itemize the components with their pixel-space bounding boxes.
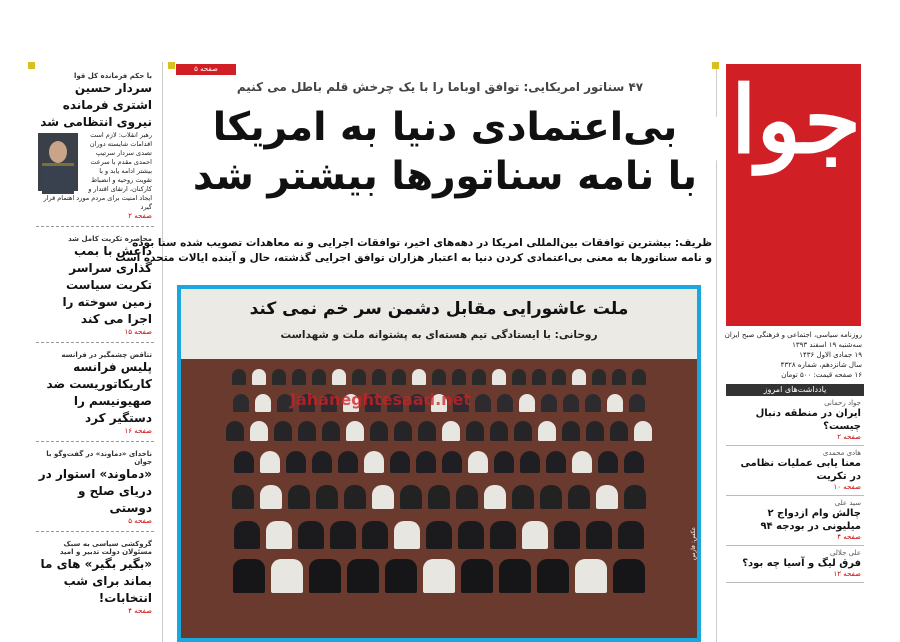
audience-member bbox=[472, 369, 486, 385]
audience-member bbox=[416, 451, 436, 473]
audience-member bbox=[585, 394, 601, 412]
page-badge[interactable]: صفحه ۵ bbox=[176, 64, 236, 75]
audience-member bbox=[352, 369, 366, 385]
photo-credit: عکس: فارس bbox=[690, 526, 697, 560]
headline-line: با نامه سناتورها بیشتر شد bbox=[192, 154, 698, 199]
left-story-title: «بگیر بگیر» های ما بماند برای شب انتخابات! bbox=[40, 557, 152, 605]
audience-member bbox=[234, 451, 254, 473]
audience-member bbox=[260, 485, 282, 509]
audience-member bbox=[312, 451, 332, 473]
audience-member bbox=[432, 369, 446, 385]
audience-row bbox=[181, 421, 697, 441]
left-story-title: سردار حسین اشتری فرمانده نیروی انتظامی شد bbox=[40, 81, 152, 129]
audience-member bbox=[385, 559, 417, 593]
audience-member bbox=[452, 369, 466, 385]
watermark-text: Jahaneghtesaad.net bbox=[290, 390, 472, 409]
left-story-page: صفحه ۴ bbox=[128, 607, 152, 615]
audience-member bbox=[233, 559, 265, 593]
audience-member bbox=[546, 451, 566, 473]
audience-member bbox=[466, 421, 484, 441]
left-story[interactable] bbox=[36, 349, 154, 442]
audience-row bbox=[181, 559, 697, 593]
audience-member bbox=[274, 421, 292, 441]
audience-member bbox=[490, 521, 516, 549]
issue-info-line: ۱۹ جمادی الاول ۱۴۳۶ bbox=[799, 351, 862, 359]
audience-member bbox=[598, 451, 618, 473]
note-kicker: هادی محمدی bbox=[822, 449, 861, 457]
audience-member bbox=[532, 369, 546, 385]
audience-member bbox=[592, 369, 606, 385]
note-kicker: سید علی bbox=[834, 499, 861, 507]
audience-member bbox=[394, 421, 412, 441]
audience-row bbox=[181, 521, 697, 549]
audience-member bbox=[629, 394, 645, 412]
note-page: صفحه ۱۲ bbox=[833, 570, 861, 578]
audience-member bbox=[346, 421, 364, 441]
left-story-page: صفحه ۲ bbox=[128, 212, 152, 220]
left-story-page: صفحه ۵ bbox=[128, 517, 152, 525]
main-photo[interactable] bbox=[177, 285, 701, 642]
audience-member bbox=[426, 521, 452, 549]
audience-member bbox=[423, 559, 455, 593]
audience-member bbox=[233, 394, 249, 412]
issue-info bbox=[726, 330, 864, 380]
photo-title: ملت عاشورایی مقابل دشمن سر خم نمی کند bbox=[249, 299, 629, 319]
portrait-photo bbox=[38, 133, 78, 191]
audience-member bbox=[596, 485, 618, 509]
audience-member bbox=[461, 559, 493, 593]
lede-line: ظریف: بیشترین توافقات بین‌المللی امریکا در دهه‌های اخیر، توافقات اجرایی و نه معاهدات تصویب شده سنا بوده bbox=[132, 237, 712, 249]
audience-member bbox=[537, 559, 569, 593]
left-column bbox=[36, 70, 154, 627]
audience-member bbox=[572, 369, 586, 385]
audience-member bbox=[250, 421, 268, 441]
audience-member bbox=[519, 394, 535, 412]
note-page: صفحه ۱۰ bbox=[833, 483, 861, 491]
audience-member bbox=[255, 394, 271, 412]
audience-member bbox=[568, 485, 590, 509]
audience-member bbox=[624, 485, 646, 509]
audience-member bbox=[252, 369, 266, 385]
audience-member bbox=[428, 485, 450, 509]
audience-member bbox=[322, 421, 340, 441]
corner-square-left bbox=[168, 62, 175, 69]
note-title: فرق لیگ و آسیا چه بود؟ bbox=[742, 558, 861, 569]
newspaper-logo: جوان bbox=[663, 66, 861, 174]
audience-member bbox=[632, 369, 646, 385]
audience-member bbox=[562, 421, 580, 441]
audience-member bbox=[362, 521, 388, 549]
note-kicker: جواد رحمانی bbox=[824, 399, 861, 407]
audience-member bbox=[266, 521, 292, 549]
audience-member bbox=[514, 421, 532, 441]
audience-member bbox=[610, 421, 628, 441]
audience-member bbox=[612, 369, 626, 385]
audience-member bbox=[370, 421, 388, 441]
audience-member bbox=[475, 394, 491, 412]
issue-info-line: روزنامه سیاسی، اجتماعی و فرهنگی صبح ایران bbox=[724, 331, 862, 339]
audience-member bbox=[372, 369, 386, 385]
audience-row bbox=[181, 369, 697, 385]
audience-member bbox=[512, 485, 534, 509]
audience-member bbox=[468, 451, 488, 473]
audience-member bbox=[484, 485, 506, 509]
headline-kicker: ۴۷ سناتور امریکایی: توافق اوباما را با یک چرخش قلم باطل می کنیم bbox=[236, 80, 644, 94]
note-page: صفحه ۴ bbox=[837, 533, 861, 541]
lede bbox=[115, 236, 712, 266]
issue-info-line: سال شانزدهم، شماره ۴۳۲۸ bbox=[780, 361, 862, 369]
column-divider-left bbox=[162, 62, 163, 642]
audience-member bbox=[298, 521, 324, 549]
left-story-title: داعش با بمب گذاری سراسر تکریت سیاست زمین سوخته را اجرا می کند bbox=[62, 244, 152, 326]
left-story[interactable] bbox=[36, 538, 154, 621]
audience-member bbox=[232, 485, 254, 509]
left-story-title: «دماوند» استوار در دریای صلح و دوستی bbox=[38, 467, 152, 515]
audience-member bbox=[538, 421, 556, 441]
audience-member bbox=[271, 559, 303, 593]
audience-row bbox=[181, 485, 697, 509]
audience-member bbox=[338, 451, 358, 473]
audience-member bbox=[234, 521, 260, 549]
note-item[interactable] bbox=[726, 546, 864, 583]
audience-member bbox=[226, 421, 244, 441]
note-item[interactable] bbox=[726, 446, 864, 496]
note-item[interactable] bbox=[726, 396, 864, 446]
audience-member bbox=[575, 559, 607, 593]
audience-member bbox=[392, 369, 406, 385]
audience-member bbox=[618, 521, 644, 549]
audience-member bbox=[260, 451, 280, 473]
main-headline[interactable] bbox=[180, 103, 710, 201]
audience-member bbox=[522, 521, 548, 549]
left-story-kicker: گروکشی سیاسی به سبک مسئولان دولت تدبیر و امید bbox=[59, 540, 152, 556]
audience-member bbox=[540, 485, 562, 509]
audience-member bbox=[490, 421, 508, 441]
note-item[interactable] bbox=[726, 496, 864, 546]
audience-row bbox=[181, 451, 697, 473]
left-story-page: صفحه ۱۶ bbox=[124, 427, 152, 435]
audience-member bbox=[286, 451, 306, 473]
audience-member bbox=[442, 421, 460, 441]
audience-member bbox=[364, 451, 384, 473]
masthead bbox=[663, 64, 861, 326]
audience-member bbox=[499, 559, 531, 593]
left-story-title: پلیس فرانسه کاریکاتوریست ضد صهیونیسم را دستگیر کرد bbox=[46, 360, 152, 425]
issue-info-line: ۱۶ صفحه قیمت: ۵۰۰ تومان bbox=[781, 371, 862, 379]
audience-member bbox=[312, 369, 326, 385]
audience-member bbox=[494, 451, 514, 473]
right-column bbox=[726, 330, 864, 583]
audience-member bbox=[456, 485, 478, 509]
audience-member bbox=[586, 421, 604, 441]
audience-member bbox=[624, 451, 644, 473]
audience-member bbox=[613, 559, 645, 593]
note-title: چالش وام ازدواج ۲ میلیونی در بودجه ۹۴ bbox=[760, 508, 861, 532]
audience-member bbox=[288, 485, 310, 509]
note-title: ایران در منطقه دنبال چیست؟ bbox=[755, 408, 861, 432]
left-story-kicker: محاصره تکریت کامل شد bbox=[68, 235, 152, 243]
audience-member bbox=[418, 421, 436, 441]
corner-square-far-left bbox=[28, 62, 35, 69]
audience-member bbox=[607, 394, 623, 412]
audience-member bbox=[563, 394, 579, 412]
left-story-kicker: تناقض چشمگیر در فرانسه bbox=[61, 351, 152, 359]
audience-member bbox=[442, 451, 462, 473]
audience-member bbox=[390, 451, 410, 473]
audience-member bbox=[330, 521, 356, 549]
note-title: معنا یابی عملیات نظامی در تکریت bbox=[740, 458, 861, 482]
audience-member bbox=[412, 369, 426, 385]
audience-member bbox=[344, 485, 366, 509]
lede-line: و نامه سناتورها به معنی بی‌اعتمادی کردن دنیا به اعتبار هزاران توافق اجرایی گذشته، حال و آینده ایالات متحده است bbox=[115, 252, 712, 264]
audience-member bbox=[394, 521, 420, 549]
note-page: صفحه ۲ bbox=[837, 433, 861, 441]
notes-header: یادداشت‌های امروز bbox=[726, 384, 864, 396]
audience-member bbox=[232, 369, 246, 385]
note-kicker: علی جلالی bbox=[829, 549, 861, 557]
audience-member bbox=[298, 421, 316, 441]
issue-info-line: سه‌شنبه ۱۹ اسفند ۱۳۹۳ bbox=[792, 341, 862, 349]
audience-member bbox=[316, 485, 338, 509]
audience-member bbox=[497, 394, 513, 412]
left-story[interactable] bbox=[36, 448, 154, 532]
left-story-kicker: با حکم فرمانده کل قوا bbox=[73, 72, 152, 80]
audience-member bbox=[332, 369, 346, 385]
audience-member bbox=[541, 394, 557, 412]
audience-member bbox=[634, 421, 652, 441]
audience-member bbox=[292, 369, 306, 385]
audience-member bbox=[458, 521, 484, 549]
headline-line: بی‌اعتمادی دنیا به امریکا bbox=[212, 105, 678, 150]
audience-member bbox=[572, 451, 592, 473]
photo-subtitle: روحانی: با ایستادگی تیم هسته‌ای به پشتوانه ملت و شهداست bbox=[280, 329, 598, 341]
audience-member bbox=[586, 521, 612, 549]
audience-member bbox=[492, 369, 506, 385]
audience-member bbox=[372, 485, 394, 509]
left-story-page: صفحه ۱۵ bbox=[124, 328, 152, 336]
left-story-body: رهبر انقلاب: لازم است اقدامات شایسته دوران تصدی سردار سرتیپ احمدی مقدم با سرعت بیشتر ادامه یابد و با تقویت روحیه و انضباط کارکنان، ارتقای اقتدار و ایجاد امنیت برای مردم مورد اهتمام قرار گیرد bbox=[43, 131, 152, 211]
audience-member bbox=[512, 369, 526, 385]
audience-member bbox=[552, 369, 566, 385]
audience-member bbox=[554, 521, 580, 549]
audience-member bbox=[520, 451, 540, 473]
audience-member bbox=[347, 559, 379, 593]
audience-member bbox=[272, 369, 286, 385]
left-story-kicker: ناخدای «دماوند» در گفت‌وگو با جوان bbox=[46, 450, 152, 466]
left-story[interactable] bbox=[36, 70, 154, 227]
audience-member bbox=[400, 485, 422, 509]
audience-member bbox=[309, 559, 341, 593]
